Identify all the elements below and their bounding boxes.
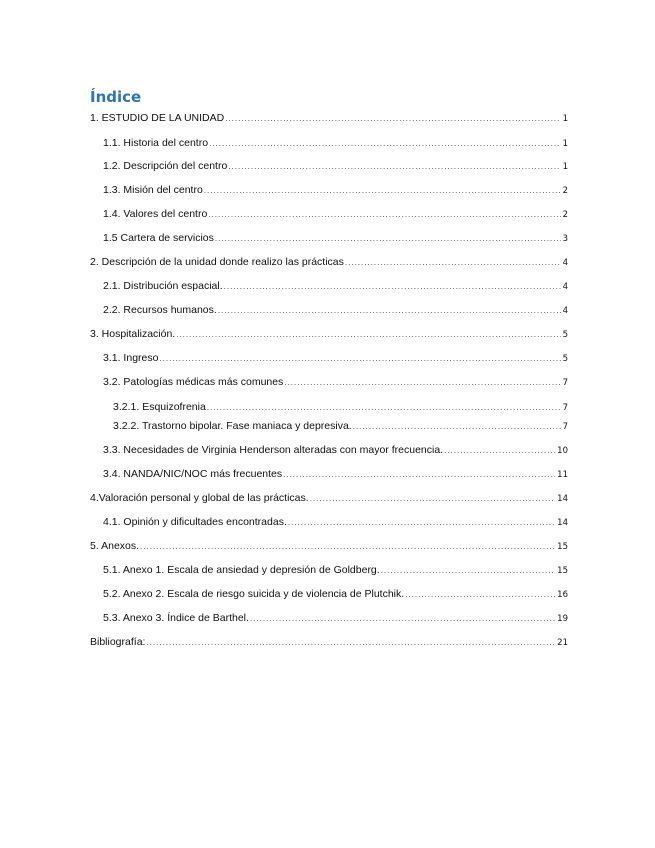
toc-entry-label: 3.2.1. Esquizofrenia: [113, 401, 206, 413]
toc-page-number: 11: [557, 470, 568, 480]
toc-entry-label: 5. Anexos.: [90, 540, 140, 552]
toc-entry-label: 5.1. Anexo 1. Escala de ansiedad y depresión de Goldberg.: [103, 564, 380, 576]
toc-dot-leader: [146, 635, 555, 651]
toc-dot-leader: [283, 467, 555, 483]
toc-page-number: 7: [562, 422, 568, 432]
toc-entry[interactable]: [90, 490, 568, 506]
toc-page-number: 19: [557, 614, 568, 624]
toc-dot-leader: [444, 443, 555, 459]
toc-entry-label: 3.4. NANDA/NIC/NOC más frecuentes: [103, 468, 283, 480]
toc-page-number: 2: [562, 210, 568, 220]
toc-entry[interactable]: [103, 302, 568, 318]
toc-entry-label: 3. Hospitalización.: [90, 328, 176, 340]
toc-entry-label: 3.3. Necesidades de Virginia Henderson alteradas con mayor frecuencia.: [103, 444, 444, 456]
toc-dot-leader: [218, 303, 561, 319]
toc-dot-leader: [176, 327, 560, 343]
toc-dot-leader: [204, 183, 561, 199]
toc-entry[interactable]: [103, 206, 568, 222]
toc-entry[interactable]: [103, 442, 568, 458]
toc-entry[interactable]: [90, 326, 568, 342]
toc-dot-leader: [207, 400, 561, 416]
toc-entry[interactable]: [103, 278, 568, 294]
toc-page-number: 10: [557, 446, 568, 456]
toc-page-number: 15: [557, 566, 568, 576]
toc-entry[interactable]: [103, 374, 568, 390]
toc-dot-leader: [159, 351, 560, 367]
toc-page-number: 1: [562, 162, 568, 172]
toc-entry-label: 1.3. Misión del centro: [103, 184, 203, 196]
toc-dot-leader: [209, 136, 561, 152]
toc-dot-leader: [225, 111, 560, 127]
toc-dot-leader: [353, 419, 561, 435]
toc-page-number: 7: [562, 403, 568, 413]
toc-dot-leader: [381, 563, 555, 579]
toc-entry[interactable]: [103, 586, 568, 602]
toc-entry-label: Bibliografía:: [90, 636, 146, 648]
toc-entry[interactable]: [103, 158, 568, 174]
toc-entry[interactable]: [113, 399, 568, 415]
toc-dot-leader: [140, 539, 555, 555]
toc-entry-label: 3.2. Patologías médicas más comunes: [103, 376, 284, 388]
toc-page-number: 1: [562, 114, 568, 124]
toc-entry[interactable]: [103, 514, 568, 530]
toc-entry-label: 5.3. Anexo 3. Índice de Barthel.: [103, 612, 249, 624]
toc-entry[interactable]: [103, 350, 568, 366]
page-title: Índice: [90, 88, 142, 106]
toc-entry-label: 1.1. Historia del centro: [103, 137, 209, 149]
toc-page-number: 7: [562, 378, 568, 388]
toc-dot-leader: [208, 207, 560, 223]
toc-page-number: 15: [557, 542, 568, 552]
toc-entry-label: 2. Descripción de la unidad donde realizo las prácticas: [90, 256, 344, 268]
toc-entry[interactable]: [103, 610, 568, 626]
toc-entry-label: 1.4. Valores del centro: [103, 208, 208, 220]
toc-page-number: 4: [562, 282, 568, 292]
toc-page-number: 5: [562, 354, 568, 364]
toc-dot-leader: [250, 611, 555, 627]
toc-entry[interactable]: [103, 182, 568, 198]
toc-entry[interactable]: [103, 230, 568, 246]
toc-dot-leader: [345, 255, 561, 271]
toc-page-number: 3: [562, 234, 568, 244]
toc-page-number: 14: [557, 494, 568, 504]
toc-dot-leader: [310, 491, 555, 507]
toc-entry[interactable]: [90, 110, 568, 126]
toc-entry-label: 1. ESTUDIO DE LA UNIDAD: [90, 112, 225, 124]
toc-entry-label: 2.1. Distribución espacial.: [103, 280, 223, 292]
toc-dot-leader: [405, 587, 555, 603]
toc-page-number: 21: [557, 638, 568, 648]
toc-entry-label: 3.1. Ingreso: [103, 352, 159, 364]
toc-page-number: 14: [557, 518, 568, 528]
toc-page-number: 2: [562, 186, 568, 196]
toc-entry[interactable]: [90, 254, 568, 270]
toc-entry-label: 1.5 Cartera de servicios: [103, 232, 214, 244]
toc-entry[interactable]: [113, 418, 568, 434]
toc-entry-label: 1.2. Descripción del centro: [103, 160, 228, 172]
toc-entry[interactable]: [103, 562, 568, 578]
toc-page-number: 1: [562, 139, 568, 149]
toc-entry-label: 5.2. Anexo 2. Escala de riesgo suicida y de violencia de Plutchik.: [103, 588, 405, 600]
toc-dot-leader: [284, 375, 560, 391]
toc-entry-label: 4.1. Opinión y dificultades encontradas.: [103, 516, 287, 528]
toc-entry[interactable]: [103, 466, 568, 482]
toc-entry[interactable]: [103, 135, 568, 151]
toc-page-number: 16: [557, 590, 568, 600]
toc-entry[interactable]: [90, 634, 568, 650]
toc-dot-leader: [215, 231, 561, 247]
toc-entry[interactable]: [90, 538, 568, 554]
toc-dot-leader: [228, 159, 560, 175]
toc-page-number: 5: [562, 330, 568, 340]
toc-page-number: 4: [562, 306, 568, 316]
toc-dot-leader: [288, 515, 555, 531]
toc-page-number: 4: [562, 258, 568, 268]
toc-entry-label: 3.2.2. Trastorno bipolar. Fase maniaca y depresiva.: [113, 420, 352, 432]
toc-entry-label: 4.Valoración personal y global de las prácticas.: [90, 492, 309, 504]
toc-entry-label: 2.2. Recursos humanos.: [103, 304, 217, 316]
toc-dot-leader: [224, 279, 561, 295]
